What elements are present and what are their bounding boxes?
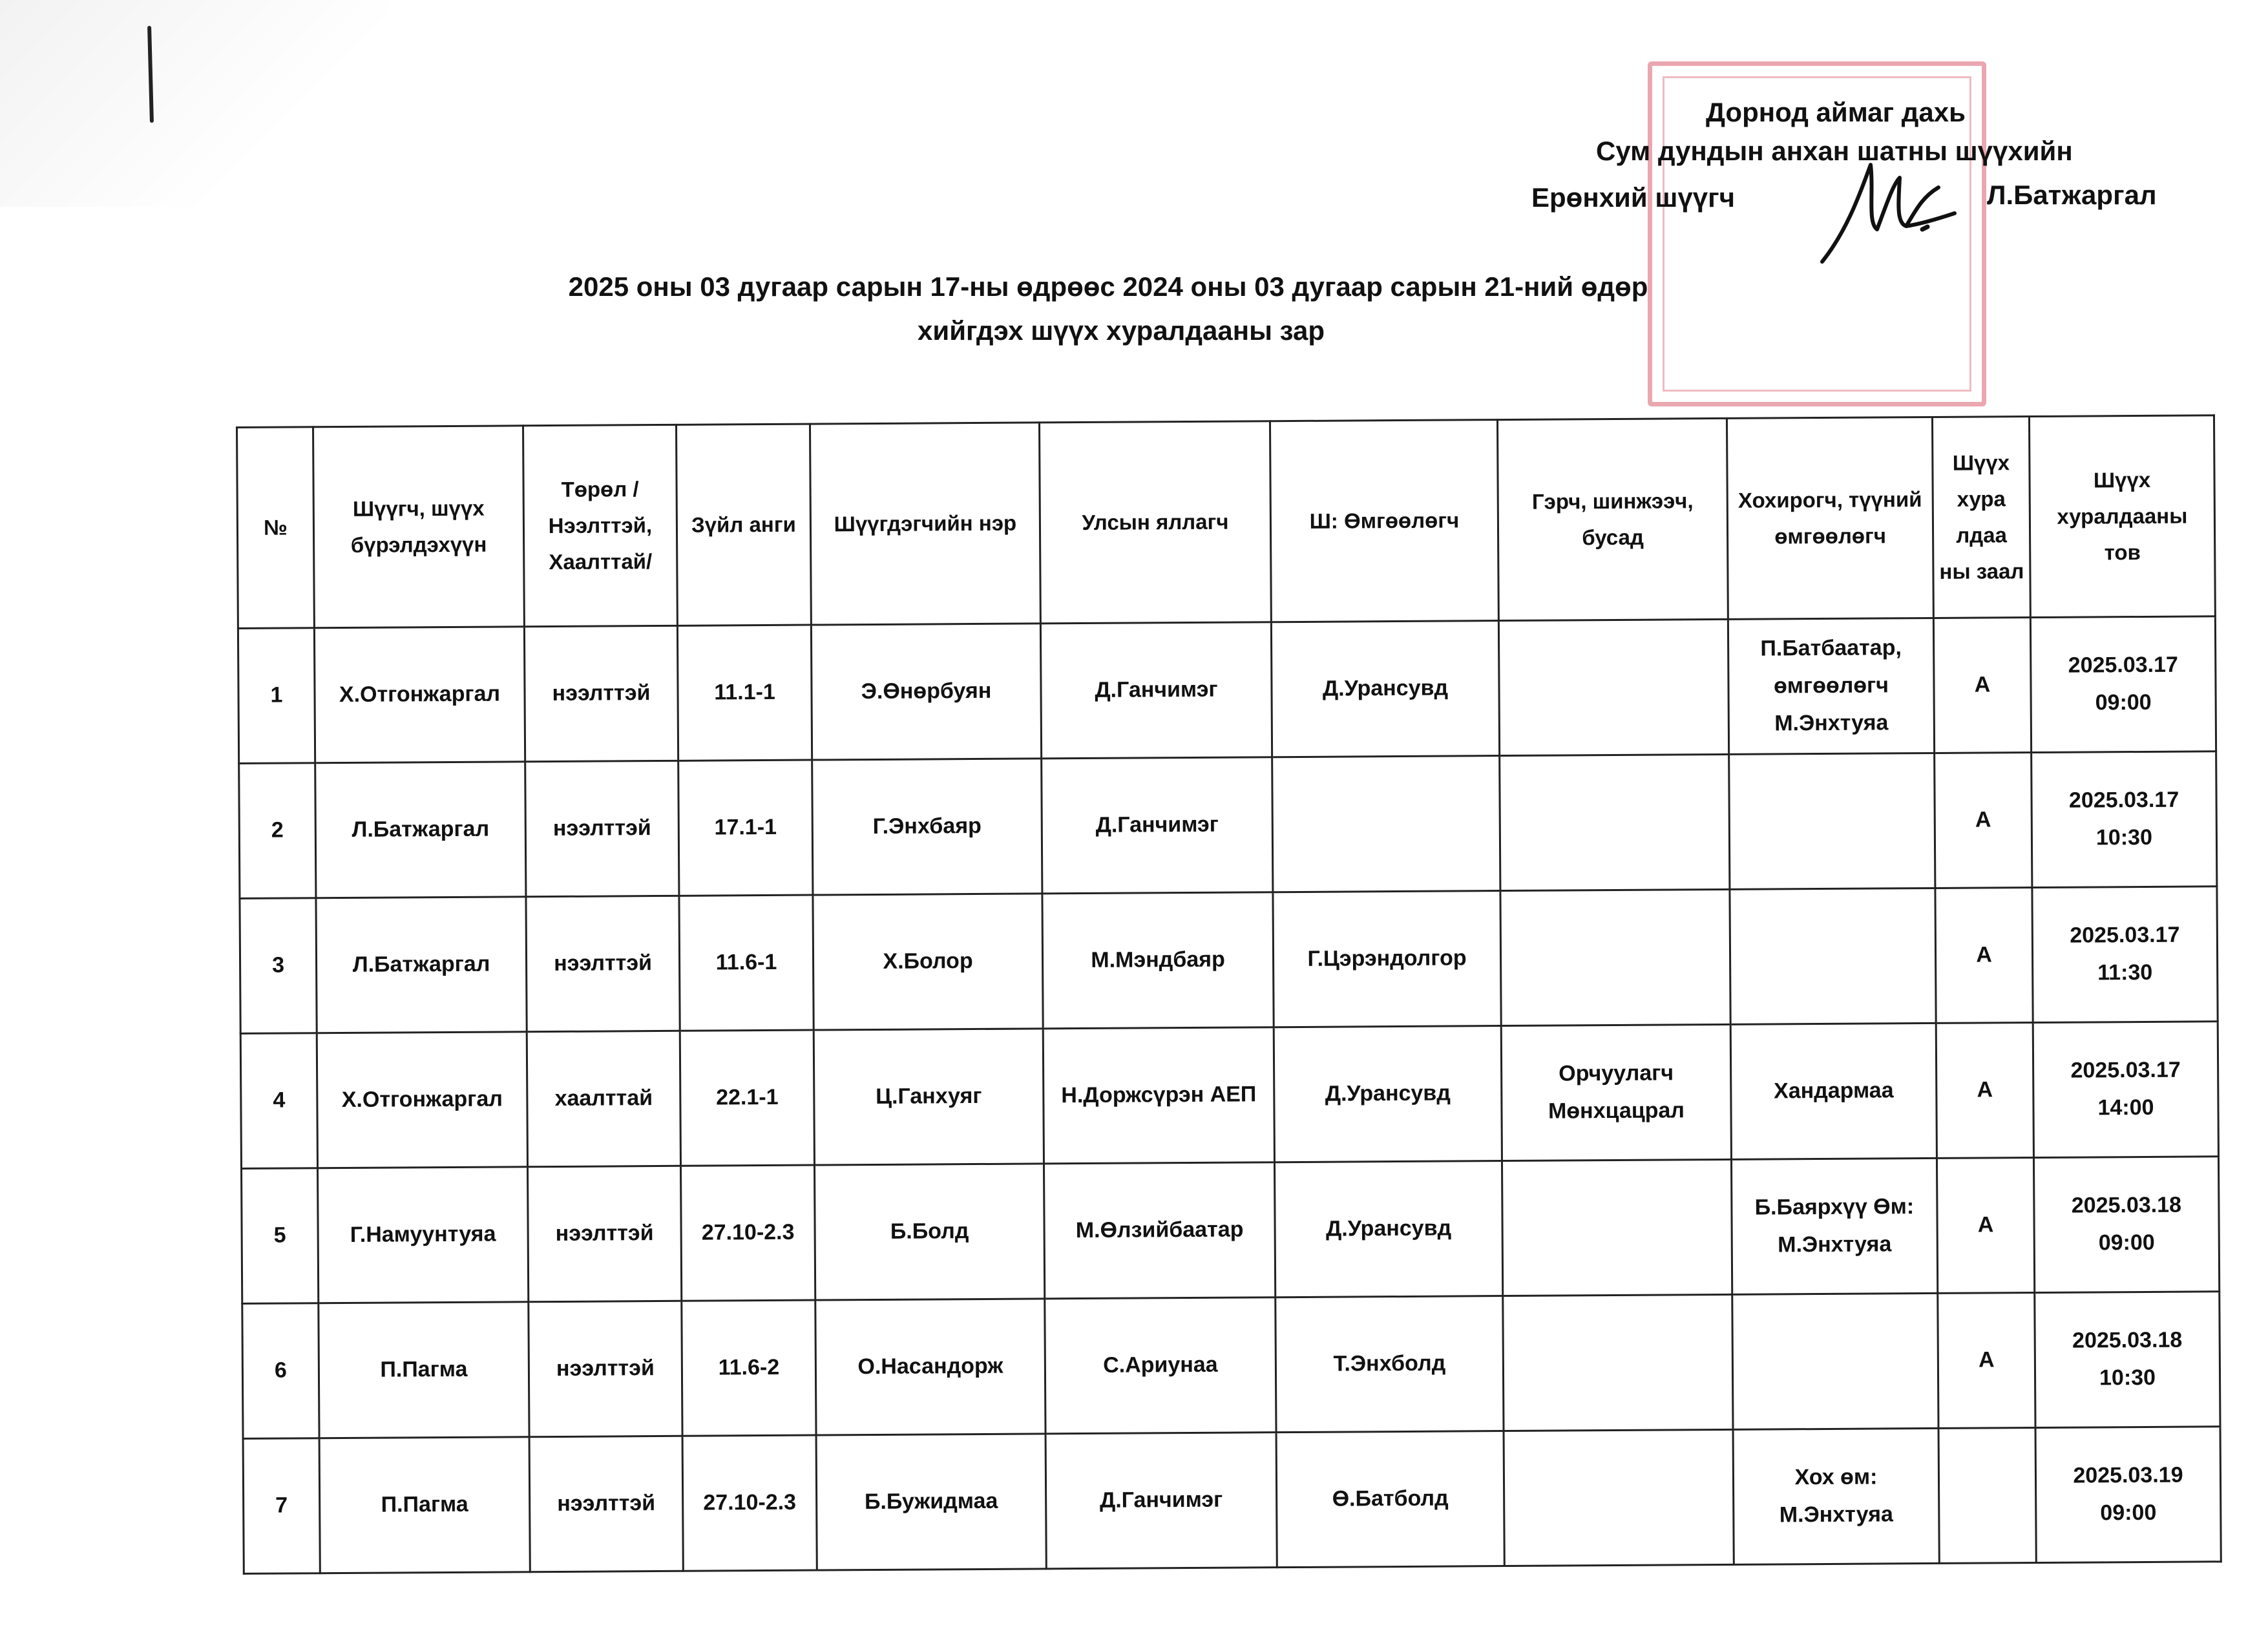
header-schedule: Шүүх хуралдааны тов: [2029, 415, 2215, 618]
row-date: 2025.03.19: [2073, 1462, 2183, 1488]
hearing-schedule-table: [236, 414, 2222, 1575]
row-witness: [1504, 1429, 1734, 1566]
row-judge: П.Пагма: [319, 1302, 529, 1438]
row-schedule: [2035, 1292, 2220, 1428]
row-time: 09:00: [2100, 1500, 2157, 1526]
notice-title-line-1: 2025 оны 03 дугаар сарын 17-ны өдрөөс 2024 оны 03 дугаар сарын 21-ний өдөр: [568, 271, 1648, 302]
row-prosecutor: С.Ариунаа: [1045, 1297, 1276, 1434]
header-victim: Хохирогч, түүний өмгөөлөгч: [1727, 417, 1933, 619]
row-time: 09:00: [2098, 1230, 2155, 1255]
row-judge: П.Пагма: [319, 1437, 530, 1573]
table-row: [239, 751, 2217, 899]
header-witness: Гэрч, шинжээч, бусад: [1497, 418, 1728, 620]
row-hall: А: [1933, 618, 2031, 753]
row-article: 11.1-1: [677, 625, 812, 761]
row-date: 2025.03.17: [2070, 922, 2180, 948]
row-schedule: [2033, 1157, 2219, 1293]
row-number: 2: [239, 763, 316, 899]
row-number: 6: [242, 1303, 319, 1439]
row-time: 10:30: [2099, 1365, 2156, 1391]
row-judge: Л.Батжаргал: [315, 762, 526, 898]
scan-shadow: [0, 0, 388, 207]
row-schedule: [2032, 887, 2218, 1023]
row-defense: Ө.Батболд: [1276, 1431, 1504, 1568]
row-victim: [1732, 1293, 1938, 1429]
table-row: [242, 1157, 2220, 1304]
row-judge: Г.Намуунтуяа: [318, 1167, 529, 1303]
row-witness: [1500, 889, 1730, 1025]
row-victim: Хандармаа: [1730, 1023, 1937, 1159]
row-victim: Хох өм: М.Энхтуяа: [1733, 1428, 1939, 1564]
row-defendant: Б.Болд: [814, 1164, 1044, 1300]
row-victim: [1729, 753, 1935, 889]
row-time: 14:00: [2097, 1095, 2154, 1120]
row-defendant: Г.Энхбаяр: [812, 759, 1042, 895]
row-time: 11:30: [2097, 960, 2153, 985]
table-row: [240, 887, 2218, 1034]
row-defendant: О.Насандорж: [815, 1299, 1045, 1435]
row-defendant: Б.Бужидмаа: [816, 1434, 1046, 1570]
header-line-2: Сум дундын анхан шатны шүүхийн: [1596, 136, 2073, 166]
row-witness: [1502, 1159, 1732, 1296]
row-victim: [1730, 888, 1936, 1024]
row-judge: Л.Батжаргал: [316, 897, 527, 1033]
header-line-1: Дорнод аймаг дахь: [1706, 97, 1966, 127]
row-type: нээлттэй: [524, 625, 678, 761]
row-prosecutor: Д.Ганчимэг: [1045, 1433, 1277, 1569]
row-defense: Д.Урансувд: [1274, 1026, 1502, 1162]
row-date: 2025.03.17: [2068, 652, 2179, 678]
row-defense: [1272, 756, 1500, 892]
header-defendant: Шүүгдэгчийн нэр: [810, 423, 1040, 625]
row-time: 09:00: [2095, 689, 2152, 715]
row-number: 3: [240, 898, 317, 1034]
header-number: №: [237, 427, 315, 629]
row-defendant: Э.Өнөрбуян: [811, 624, 1041, 760]
row-schedule: [2033, 1022, 2218, 1158]
header-line-3: Ерөнхий шүүгч: [1531, 182, 1735, 213]
row-hall: А: [1937, 1158, 2034, 1294]
row-defense: Т.Энхболд: [1276, 1296, 1504, 1433]
header-type: Төрөл /Нээлттэй, Хаалттай/: [523, 425, 678, 626]
row-article: 22.1-1: [680, 1030, 814, 1166]
signature-icon: [1809, 152, 1964, 275]
row-prosecutor: М.Мэндбаяр: [1042, 892, 1274, 1029]
row-hall: А: [1938, 1293, 2035, 1429]
row-number: 1: [238, 628, 315, 764]
row-number: 4: [240, 1033, 317, 1169]
row-type: нээлттэй: [528, 1166, 682, 1301]
header-judge: Шүүгч, шүүх бүрэлдэхүүн: [313, 426, 525, 628]
row-judge: Х.Отгонжаргал: [314, 627, 525, 763]
row-article: 11.6-2: [682, 1300, 816, 1436]
table-row: [238, 616, 2216, 764]
row-date: 2025.03.18: [2072, 1327, 2183, 1353]
row-schedule: [2032, 751, 2217, 888]
row-prosecutor: Н.Доржсүрэн АЕП: [1043, 1027, 1274, 1164]
row-date: 2025.03.17: [2068, 787, 2179, 813]
row-hall: А: [1936, 1023, 2033, 1159]
table-row: [240, 1022, 2218, 1169]
row-type: нээлттэй: [526, 896, 680, 1031]
header-defense-lawyer: Ш: Өмгөөлөгч: [1270, 420, 1498, 622]
row-witness: [1498, 619, 1728, 755]
row-witness: Орчуулагч Мөнхцацрал: [1501, 1024, 1731, 1161]
row-victim: П.Батбаатар, өмгөөлөгч М.Энхтуяа: [1728, 618, 1934, 754]
header-article: Зүйл анги: [676, 424, 811, 625]
table-row: [242, 1292, 2220, 1439]
row-judge: Х.Отгонжаргал: [317, 1032, 527, 1168]
row-article: 27.10-2.3: [681, 1165, 815, 1301]
row-hall: [1938, 1428, 2036, 1564]
row-witness: [1500, 754, 1730, 890]
row-number: 7: [243, 1438, 320, 1574]
row-defense: Г.Цэрэндолгор: [1273, 891, 1501, 1027]
row-defense: Д.Урансувд: [1271, 621, 1499, 757]
row-prosecutor: М.Өлзийбаатар: [1044, 1162, 1275, 1299]
row-article: 17.1-1: [678, 760, 813, 896]
row-defendant: Ц.Ганхуяг: [814, 1029, 1044, 1165]
row-prosecutor: Д.Ганчимэг: [1040, 622, 1272, 759]
row-defendant: Х.Болор: [813, 894, 1043, 1030]
row-schedule: [2030, 616, 2216, 753]
row-hall: А: [1935, 888, 2033, 1024]
row-time: 10:30: [2095, 824, 2153, 850]
row-type: нээлттэй: [525, 761, 679, 896]
row-witness: [1503, 1294, 1733, 1431]
header-hall: Шүүх хура лдаа ны заал: [1932, 417, 2030, 618]
table-header-row: [237, 415, 2216, 629]
row-hall: А: [1935, 753, 2032, 888]
row-schedule: [2035, 1427, 2221, 1563]
row-article: 27.10-2.3: [682, 1435, 817, 1571]
row-defense: Д.Урансувд: [1274, 1161, 1502, 1297]
header-prosecutor: Улсын яллагч: [1039, 421, 1271, 624]
row-prosecutor: Д.Ганчимэг: [1042, 757, 1273, 894]
row-type: нээлттэй: [529, 1301, 682, 1436]
row-type: хаалттай: [527, 1031, 680, 1166]
row-number: 5: [242, 1168, 319, 1304]
row-date: 2025.03.17: [2070, 1057, 2181, 1083]
row-type: нээлттэй: [529, 1436, 683, 1571]
notice-title-line-2: хийгдэх шүүх хуралдааны зар: [918, 315, 1325, 346]
chief-judge-name: Л.Батжаргал: [1987, 180, 2157, 210]
row-article: 11.6-1: [679, 895, 814, 1031]
row-date: 2025.03.18: [2071, 1192, 2182, 1218]
table-row: [243, 1427, 2221, 1574]
row-victim: Б.Баярхүү Өм: М.Энхтуяа: [1731, 1158, 1937, 1294]
